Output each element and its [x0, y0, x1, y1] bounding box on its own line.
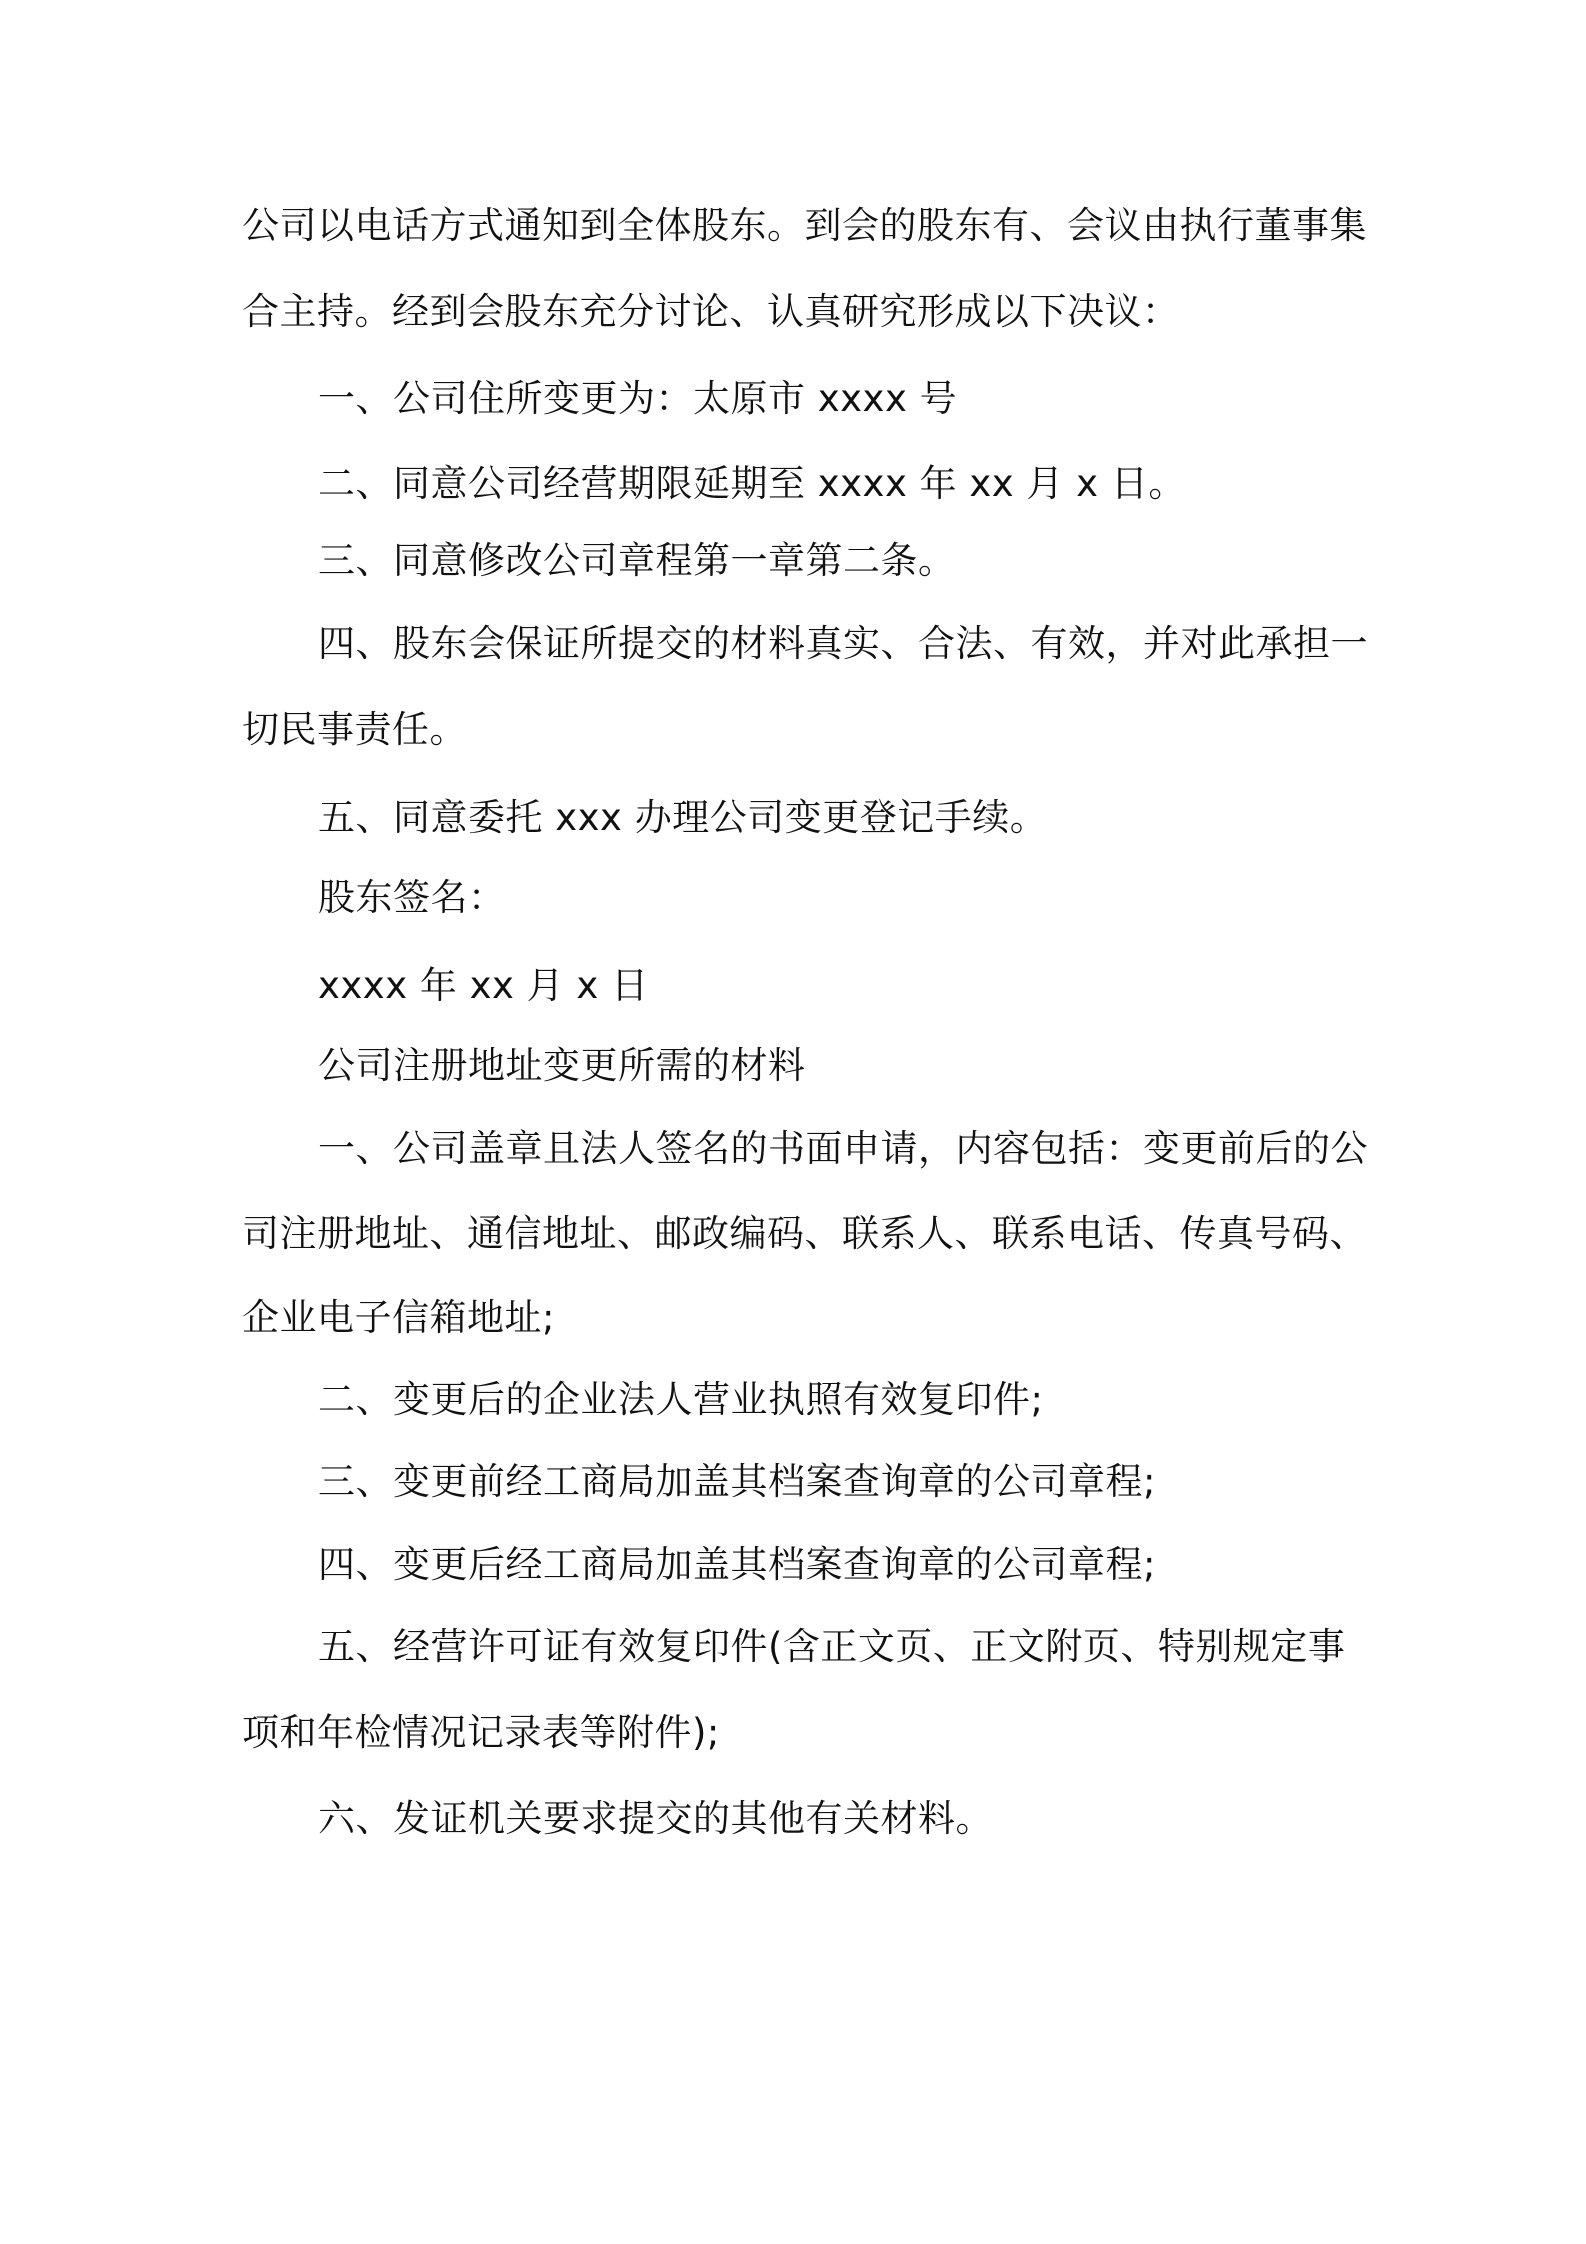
resolution-item-5: 五、同意委托 xxx 办理公司变更登记手续。 — [318, 796, 1048, 839]
resolution-item-1: 一、公司住所变更为：太原市 xxxx 号 — [318, 377, 958, 420]
resolution-item-3: 三、同意修改公司章程第一章第二条。 — [318, 539, 956, 582]
date-line: xxxx 年 xx 月 x 日 — [318, 964, 649, 1007]
paragraph-line: 公司以电话方式通知到全体股东。到会的股东有、会议由执行董事集 — [242, 204, 1367, 247]
material-item-3: 三、变更前经工商局加盖其档案查询章的公司章程; — [318, 1460, 1156, 1503]
material-item-1: 一、公司盖章且法人签名的书面申请，内容包括：变更前后的公 — [318, 1127, 1368, 1170]
section-heading: 公司注册地址变更所需的材料 — [318, 1044, 806, 1087]
shareholder-signature-label: 股东签名： — [318, 876, 506, 919]
material-item-6: 六、发证机关要求提交的其他有关材料。 — [318, 1797, 993, 1840]
material-item-5: 五、经营许可证有效复印件(含正文页、正文附页、特别规定事 — [318, 1625, 1346, 1668]
paragraph-line: 企业电子信箱地址; — [242, 1296, 555, 1339]
paragraph-line: 切民事责任。 — [242, 708, 467, 751]
material-item-2: 二、变更后的企业法人营业执照有效复印件; — [318, 1378, 1044, 1421]
resolution-item-2: 二、同意公司经营期限延期至 xxxx 年 xx 月 x 日。 — [318, 462, 1186, 505]
paragraph-line: 项和年检情况记录表等附件); — [242, 1711, 720, 1754]
paragraph-line: 合主持。经到会股东充分讨论、认真研究形成以下决议： — [242, 290, 1180, 333]
paragraph-line: 司注册地址、通信地址、邮政编码、联系人、联系电话、传真号码、 — [242, 1212, 1367, 1255]
material-item-4: 四、变更后经工商局加盖其档案查询章的公司章程; — [318, 1543, 1156, 1586]
resolution-item-4: 四、股东会保证所提交的材料真实、合法、有效，并对此承担一 — [318, 622, 1368, 665]
